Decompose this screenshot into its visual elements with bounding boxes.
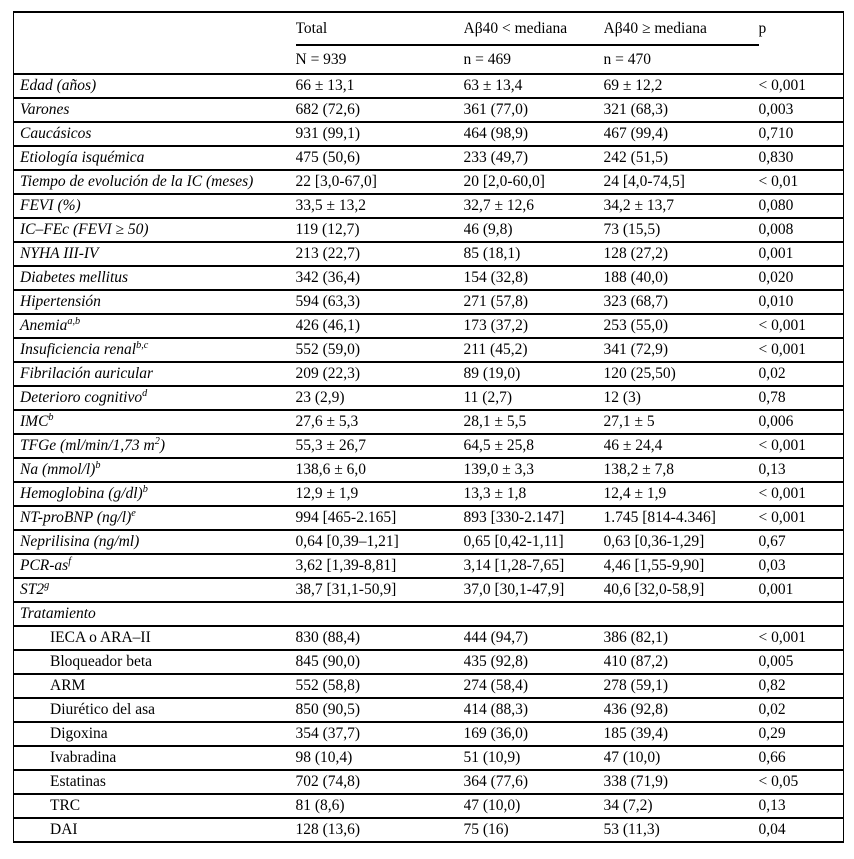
row-label: Ivabradina [14, 746, 296, 770]
cell-p-value: < 0,01 [759, 170, 844, 194]
table-row [14, 458, 844, 482]
row-label: Na (mmol/l)$^b$ [14, 458, 296, 482]
cell-total: 702 (74,8) [296, 770, 464, 794]
cell-above-median: 138,2 ± 7,8 [604, 458, 759, 482]
cell-above-median: 24 [4,0-74,5] [604, 170, 759, 194]
cell-p-value: 0,02 [759, 698, 844, 722]
cell-p-value: 0,010 [759, 290, 844, 314]
cell-p-value: 0,13 [759, 794, 844, 818]
cell-above-median [604, 602, 759, 626]
row-label: Estatinas [14, 770, 296, 794]
cell-below-median: 32,7 ± 12,6 [464, 194, 604, 218]
table-row [14, 98, 844, 122]
cell-p-value: 0,04 [758, 821, 786, 839]
cell-total: 12,9 ± 1,9 [296, 482, 464, 506]
table-row [14, 818, 844, 842]
cell-total: 994 [465-2.165] [296, 506, 464, 530]
row-label: Diurético del asa [14, 698, 296, 722]
cell-total: 426 (46,1) [296, 314, 464, 338]
table-row [14, 506, 844, 530]
cell-below-median: 64,5 ± 25,8 [464, 434, 604, 458]
cell-total [296, 602, 464, 626]
cell-above-median: 185 (39,4) [604, 722, 759, 746]
row-label: DAI [50, 821, 78, 839]
row-label: Bloqueador beta [14, 650, 296, 674]
table-row [14, 770, 844, 794]
row-label: Tiempo de evolución de la IC (meses) [14, 170, 296, 194]
cell-above-median: 0,63 [0,36-1,29] [604, 530, 759, 554]
cell-total: 66 ± 13,1 [296, 74, 464, 98]
cell-p-value: 0,020 [759, 266, 844, 290]
table-row [14, 578, 844, 602]
row-label: Edad (años) [14, 74, 296, 98]
cell-total: 594 (63,3) [296, 290, 464, 314]
table-row [14, 794, 844, 818]
cell-p-value: < 0,001 [759, 338, 844, 362]
row-label: Hemoglobina $(g/dl)^b$ [14, 482, 296, 506]
cell-total: 0,64 [0,39–1,21] [296, 530, 464, 554]
table-row [14, 266, 844, 290]
cell-total: 55,3 ± 26,7 [296, 434, 464, 458]
cell-p-value: 0,003 [759, 98, 844, 122]
table-row [14, 242, 844, 266]
row-label: ST2$^g$ [14, 578, 296, 602]
cell-below-median: 85 (18,1) [464, 242, 604, 266]
section-header-row [14, 602, 844, 626]
table-row [14, 146, 844, 170]
cell-p-value: < 0,001 [759, 626, 844, 650]
col-header-total: Total [296, 12, 464, 45]
cell-p-value: < 0,001 [759, 482, 844, 506]
table-header [14, 12, 844, 74]
cell-total: 27,6 ± 5,3 [296, 410, 464, 434]
cell-above-median: 34 (7,2) [604, 794, 759, 818]
cell-above-median: 12,4 ± 1,9 [604, 482, 759, 506]
cell-below-median: 13,3 ± 1,8 [464, 482, 604, 506]
cell-p-value: < 0,05 [759, 770, 844, 794]
cell-p-value: 0,02 [759, 362, 844, 386]
cell-total: 830 (88,4) [296, 626, 464, 650]
cell-p-value: 0,001 [759, 578, 844, 602]
cell-above-median: 27,1 ± 5 [604, 410, 759, 434]
row-label: Neprilisina (ng/ml) [14, 530, 296, 554]
row-label: ARM [14, 674, 296, 698]
cell-above-median: 188 (40,0) [604, 266, 759, 290]
table-row [14, 674, 844, 698]
cell-above-median: 69 ± 12,2 [604, 74, 759, 98]
cell-total: 845 (90,0) [296, 650, 464, 674]
cell-below-median: 47 (10,0) [464, 794, 604, 818]
cell-below-median: 63 ± 13,4 [464, 74, 604, 98]
cell-p-value: 0,710 [759, 122, 844, 146]
cell-total: 342 (36,4) [296, 266, 464, 290]
cell-above-median: 323 (68,7) [604, 290, 759, 314]
cell-total: 138,6 ± 6,0 [296, 458, 464, 482]
cell-above-median: 47 (10,0) [604, 746, 759, 770]
col-header-p-value: p [758, 20, 767, 38]
cell-p-value: < 0,001 [759, 314, 844, 338]
cell-p-value: 0,66 [759, 746, 844, 770]
cell-above-median: 467 (99,4) [604, 122, 759, 146]
col-header-ab40-above-median: Aβ40 ≥ mediana [604, 12, 759, 45]
row-label: TRC [14, 794, 296, 818]
row-label: Tratamiento [14, 602, 296, 626]
cell-above-median: 1.745 [814-4.346] [604, 506, 759, 530]
table-row [14, 386, 844, 410]
cell-above-median: 4,46 [1,55-9,90] [604, 554, 759, 578]
row-label: IC–FEc (FEVI ≥ 50) [14, 218, 296, 242]
cell-total: 475 (50,6) [296, 146, 464, 170]
col-subheader-above-n: n = 470 [604, 45, 759, 74]
table-row [14, 482, 844, 506]
cell-above-median: 40,6 [32,0-58,9] [604, 578, 759, 602]
cell-total: 81 (8,6) [296, 794, 464, 818]
cell-below-median: 28,1 ± 5,5 [464, 410, 604, 434]
table-row [14, 530, 844, 554]
col-subheader-total-n: N = 939 [296, 45, 464, 74]
table-row [14, 170, 844, 194]
cell-below-median: 0,65 [0,42-1,11] [464, 530, 604, 554]
cell-above-median: 53 (11,3) [603, 821, 660, 839]
cell-above-median: 386 (82,1) [604, 626, 759, 650]
cell-below-median: 361 (77,0) [464, 98, 604, 122]
cell-p-value: 0,005 [759, 650, 844, 674]
table-row [14, 290, 844, 314]
table-body [14, 74, 844, 842]
cell-p-value: 0,78 [759, 386, 844, 410]
row-label: Varones [14, 98, 296, 122]
cell-total: 33,5 ± 13,2 [296, 194, 464, 218]
table-row [14, 218, 844, 242]
cell-below-median: 89 (19,0) [464, 362, 604, 386]
cell-below-median: 435 (92,8) [464, 650, 604, 674]
cell-above-median: 341 (72,9) [604, 338, 759, 362]
cell-above-median: 34,2 ± 13,7 [604, 194, 759, 218]
row-label: Fibrilación auricular [14, 362, 296, 386]
row-label: Caucásicos [14, 122, 296, 146]
table-row [14, 74, 844, 98]
cell-below-median: 364 (77,6) [464, 770, 604, 794]
cell-total: 213 (22,7) [296, 242, 464, 266]
table-row [14, 194, 844, 218]
cell-above-median: 46 ± 24,4 [604, 434, 759, 458]
cell-above-median: 321 (68,3) [604, 98, 759, 122]
row-label: FEVI (%) [14, 194, 296, 218]
col-subheader-p-empty [759, 45, 844, 74]
row-label: NT-proBNP $(ng/l)^e$ [14, 506, 296, 530]
row-label: TFGe (ml/min/1,73 $m^2$) [14, 434, 296, 458]
cell-above-median: 128 (27,2) [604, 242, 759, 266]
cell-above-median: 338 (71,9) [604, 770, 759, 794]
cell-above-median: 242 (51,5) [604, 146, 759, 170]
header-count-row [14, 45, 844, 74]
cell-below-median: 3,14 [1,28-7,65] [464, 554, 604, 578]
header-empty-cell [14, 45, 296, 74]
cell-above-median: 12 (3) [604, 386, 759, 410]
cell-total: 128 (13,6) [295, 821, 361, 839]
row-label: Digoxina [14, 722, 296, 746]
row-label: Anemia$^{a,b}$ [14, 314, 296, 338]
cell-p-value: < 0,001 [759, 74, 844, 98]
cell-total: 23 (2,9) [296, 386, 464, 410]
cell-total: 3,62 [1,39-8,81] [296, 554, 464, 578]
cell-p-value: 0,67 [759, 530, 844, 554]
cell-total: 931 (99,1) [296, 122, 464, 146]
row-label: Etiología isquémica [14, 146, 296, 170]
table-row [14, 626, 844, 650]
cell-p-value [759, 602, 844, 626]
cell-p-value: 0,006 [759, 410, 844, 434]
table-row [14, 338, 844, 362]
header-title-row [14, 12, 844, 45]
cell-below-median: 51 (10,9) [464, 746, 604, 770]
cell-below-median: 169 (36,0) [464, 722, 604, 746]
cell-below-median: 75 (16) [463, 821, 509, 839]
cell-below-median: 20 [2,0-60,0] [464, 170, 604, 194]
cell-total: 682 (72,6) [296, 98, 464, 122]
cell-total: 22 [3,0-67,0] [296, 170, 464, 194]
cell-p-value: 0,830 [759, 146, 844, 170]
cell-p-value: 0,82 [759, 674, 844, 698]
cell-p-value: < 0,001 [759, 506, 844, 530]
cell-total: 354 (37,7) [296, 722, 464, 746]
cell-p-value: 0,080 [759, 194, 844, 218]
col-header-ab40-below-median: Aβ40 < mediana [464, 12, 604, 45]
cell-below-median: 139,0 ± 3,3 [464, 458, 604, 482]
table-row [14, 722, 844, 746]
table-row [14, 746, 844, 770]
cell-p-value: 0,29 [759, 722, 844, 746]
row-label: Diabetes mellitus [14, 266, 296, 290]
cell-below-median [464, 602, 604, 626]
cell-total: 119 (12,7) [296, 218, 464, 242]
cell-below-median: 414 (88,3) [464, 698, 604, 722]
row-label: NYHA III-IV [14, 242, 296, 266]
cell-below-median: 233 (49,7) [464, 146, 604, 170]
cell-above-median: 253 (55,0) [604, 314, 759, 338]
cell-total: 552 (59,0) [296, 338, 464, 362]
cell-below-median: 464 (98,9) [464, 122, 604, 146]
table-row [14, 410, 844, 434]
table-row [14, 314, 844, 338]
row-label: Insuficiencia renal$^{b,c}$ [14, 338, 296, 362]
table-row [14, 434, 844, 458]
table-row [14, 362, 844, 386]
cell-p-value: 0,03 [759, 554, 844, 578]
cell-below-median: 37,0 [30,1-47,9] [464, 578, 604, 602]
table-row [14, 554, 844, 578]
cell-below-median: 154 (32,8) [464, 266, 604, 290]
cell-total: 98 (10,4) [296, 746, 464, 770]
cell-above-median: 278 (59,1) [604, 674, 759, 698]
cell-below-median: 444 (94,7) [464, 626, 604, 650]
cell-below-median: 11 (2,7) [464, 386, 604, 410]
cell-p-value: 0,001 [759, 242, 844, 266]
cell-below-median: 211 (45,2) [464, 338, 604, 362]
cell-below-median: 271 (57,8) [464, 290, 604, 314]
cell-above-median: 120 (25,50) [604, 362, 759, 386]
table-row [14, 698, 844, 722]
row-label: PCR-$as^f$ [14, 554, 296, 578]
cell-total: 850 (90,5) [296, 698, 464, 722]
cell-above-median: 73 (15,5) [604, 218, 759, 242]
baseline-characteristics-table [13, 11, 844, 843]
cell-below-median: 274 (58,4) [464, 674, 604, 698]
cell-p-value: < 0,001 [759, 434, 844, 458]
row-label: IMC$^b$ [14, 410, 296, 434]
cell-total: 209 (22,3) [296, 362, 464, 386]
header-empty-cell [14, 12, 296, 45]
cell-total: 38,7 [31,1-50,9] [296, 578, 464, 602]
table-row [14, 122, 844, 146]
col-subheader-below-n: n = 469 [464, 45, 604, 74]
cell-above-median: 410 (87,2) [604, 650, 759, 674]
row-label: IECA o ARA–II [14, 626, 296, 650]
cell-above-median: 436 (92,8) [604, 698, 759, 722]
cell-below-median: 46 (9,8) [464, 218, 604, 242]
table-row [14, 650, 844, 674]
row-label: Deterioro cognitivo$^d$ [14, 386, 296, 410]
cell-p-value: 0,13 [759, 458, 844, 482]
cell-total: 552 (58,8) [296, 674, 464, 698]
cell-p-value: 0,008 [759, 218, 844, 242]
row-label: Hipertensión [14, 290, 296, 314]
cell-below-median: 173 (37,2) [464, 314, 604, 338]
cell-below-median: 893 [330-2.147] [464, 506, 604, 530]
